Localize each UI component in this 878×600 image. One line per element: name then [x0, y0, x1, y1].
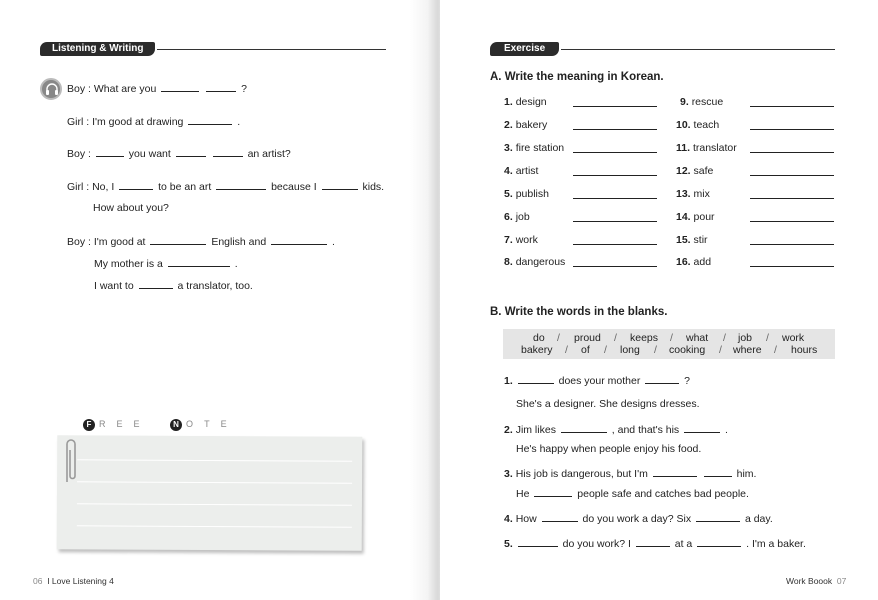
right-page — [440, 0, 878, 600]
answer-line[interactable] — [750, 129, 834, 130]
part-b-question-2: 2. Jim likes , and that's his . — [504, 424, 728, 436]
blank[interactable] — [206, 82, 236, 92]
dialogue-line-boy2: Boy : you want an artist? — [67, 148, 291, 160]
header-rule — [561, 49, 835, 50]
blank[interactable] — [216, 180, 266, 190]
answer-line[interactable] — [573, 244, 657, 245]
part-a-item: 6. job — [504, 211, 530, 223]
part-b-answer-1: She's a designer. She designs dresses. — [516, 398, 700, 410]
part-b-answer-3: He people safe and catches bad people. — [516, 488, 749, 500]
right-footer: Work Boook 07 — [786, 576, 847, 586]
blank[interactable] — [542, 512, 578, 522]
blank[interactable] — [697, 537, 741, 547]
part-b-answer-2: He's happy when people enjoy his food. — [516, 443, 702, 455]
blank[interactable] — [518, 537, 558, 547]
blank[interactable] — [518, 374, 554, 384]
free-note-title: F REE N OTE — [83, 419, 238, 431]
section-title: Listening & Writing — [40, 42, 155, 56]
part-a-item: 13. mix — [676, 188, 710, 200]
part-a-item: 1. design — [504, 96, 547, 108]
part-a-title: A. Write the meaning in Korean. — [490, 71, 664, 83]
blank[interactable] — [213, 147, 243, 157]
answer-line[interactable] — [573, 129, 657, 130]
dialogue-line-boy3: Boy : I'm good at English and . — [67, 236, 335, 248]
part-a-item: 15. stir — [676, 234, 708, 246]
dialogue-line-boy1: Boy : What are you ? — [67, 83, 247, 95]
blank[interactable] — [96, 147, 124, 157]
blank[interactable] — [176, 147, 206, 157]
part-a-item: 7. work — [504, 234, 538, 246]
blank[interactable] — [704, 467, 732, 477]
answer-line[interactable] — [573, 266, 657, 267]
dialogue-line-boy3b: My mother is a . — [94, 258, 238, 270]
blank[interactable] — [150, 235, 206, 245]
part-a-item: 8. dangerous — [504, 256, 566, 268]
headphone-icon[interactable] — [40, 78, 62, 100]
word-bank: do / proud / keeps / what / job / work bakery / of / long / cooking / where / hours — [503, 329, 835, 359]
listening-writing-header — [40, 42, 386, 56]
blank[interactable] — [139, 279, 173, 289]
part-a-item: 10. teach — [676, 119, 720, 131]
dialogue-line-girl1: Girl : I'm good at drawing . — [67, 116, 241, 128]
part-a-item: 14. pour — [676, 211, 715, 223]
part-b-question-3: 3. His job is dangerous, but I'm him. — [504, 468, 757, 480]
paperclip-icon — [62, 436, 80, 486]
answer-line[interactable] — [573, 152, 657, 153]
answer-line[interactable] — [750, 175, 834, 176]
blank[interactable] — [322, 180, 358, 190]
blank[interactable] — [161, 82, 199, 92]
blank[interactable] — [168, 257, 230, 267]
part-a-item: 2. bakery — [504, 119, 548, 131]
part-a-item: 11. translator — [676, 142, 737, 154]
dialogue-line-girl2b: How about you? — [93, 202, 169, 214]
answer-line[interactable] — [750, 221, 834, 222]
answer-line[interactable] — [573, 106, 657, 107]
answer-line[interactable] — [750, 266, 834, 267]
dialogue-line-girl2: Girl : No, I to be an art because I kids. — [67, 181, 385, 193]
section-title: Exercise — [490, 42, 559, 56]
blank[interactable] — [696, 512, 740, 522]
part-a-item: 16. add — [676, 256, 712, 268]
left-footer: 06 I Love Listening 4 — [33, 576, 114, 586]
answer-line[interactable] — [573, 221, 657, 222]
part-b-title: B. Write the words in the blanks. — [490, 306, 668, 318]
dialogue-line-boy3c: I want to a translator, too. — [94, 280, 253, 292]
answer-line[interactable] — [573, 198, 657, 199]
part-a-item: 9. rescue — [680, 96, 724, 108]
blank[interactable] — [271, 235, 327, 245]
blank[interactable] — [684, 423, 720, 433]
exercise-header — [490, 42, 835, 56]
blank[interactable] — [119, 180, 153, 190]
blank[interactable] — [653, 467, 697, 477]
part-a-item: 5. publish — [504, 188, 549, 200]
part-b-question-5: 5. do you work? I at a . I'm a baker. — [504, 538, 806, 550]
part-a-item: 4. artist — [504, 165, 539, 177]
answer-line[interactable] — [750, 106, 834, 107]
part-b-question-4: 4. How do you work a day? Six a day. — [504, 513, 773, 525]
free-note-card[interactable] — [57, 435, 363, 551]
part-a-item: 3. fire station — [504, 142, 565, 154]
blank[interactable] — [534, 487, 572, 497]
blank[interactable] — [636, 537, 670, 547]
blank[interactable] — [645, 374, 679, 384]
blank[interactable] — [188, 115, 232, 125]
answer-line[interactable] — [750, 152, 834, 153]
answer-line[interactable] — [573, 175, 657, 176]
part-a-item: 12. safe — [676, 165, 714, 177]
blank[interactable] — [561, 423, 607, 433]
header-rule — [157, 49, 386, 50]
part-b-question-1: 1. does your mother ? — [504, 375, 691, 387]
answer-line[interactable] — [750, 198, 834, 199]
answer-line[interactable] — [750, 244, 834, 245]
